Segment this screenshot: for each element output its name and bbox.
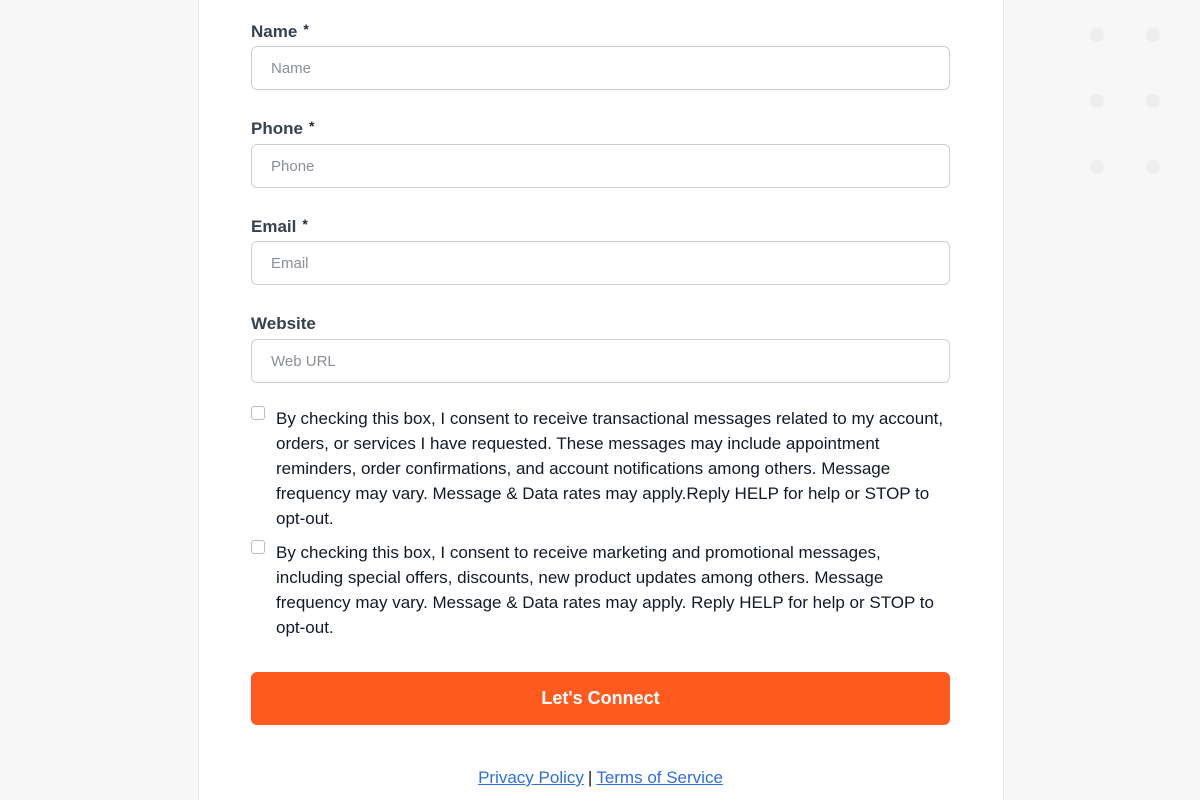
terms-of-service-link[interactable]: Terms of Service [596,768,723,787]
name-label [251,21,309,42]
footer-links [251,768,950,788]
decorative-dot [1146,160,1160,174]
required-asterisk: * [303,21,309,37]
name-input[interactable] [251,46,950,90]
decorative-dots [1086,24,1166,184]
website-label-text: Website [251,314,316,333]
decorative-dot [1090,160,1104,174]
email-label [251,216,308,237]
consent-marketing-checkbox[interactable] [251,540,265,554]
phone-label-text: Phone [251,119,303,138]
name-label-text: Name [251,22,298,41]
privacy-policy-link[interactable]: Privacy Policy [478,768,584,787]
decorative-dot [1146,28,1160,42]
website-input[interactable] [251,339,950,383]
required-asterisk: * [308,118,315,134]
decorative-dot [1146,94,1160,108]
phone-input[interactable] [251,144,950,188]
consent-transactional-checkbox[interactable] [251,406,265,420]
website-label [251,314,316,334]
consent-marketing-text: By checking this box, I consent to receive marketing and promotional messages, including special offers, discounts, new product updates among others. Message frequency may vary. Message & Data rates may apply. Reply HELP for help or STOP to opt-out. [276,543,934,637]
required-asterisk: * [302,216,308,232]
email-label-text: Email [251,217,297,236]
decorative-dot [1090,28,1104,42]
email-input[interactable] [251,241,950,285]
decorative-dot [1090,94,1104,108]
lets-connect-button[interactable]: Let's Connect [251,672,950,725]
phone-label [251,118,314,139]
consent-transactional-text: By checking this box, I consent to receive transactional messages related to my account, orders, or services I have requested. These messages may include appointment reminders, order confirmations, and account notifications among others. Message frequency may vary. Message & Data rates may apply.Reply HELP for help or STOP to opt-out. [276,409,944,528]
link-separator: | [587,768,593,787]
